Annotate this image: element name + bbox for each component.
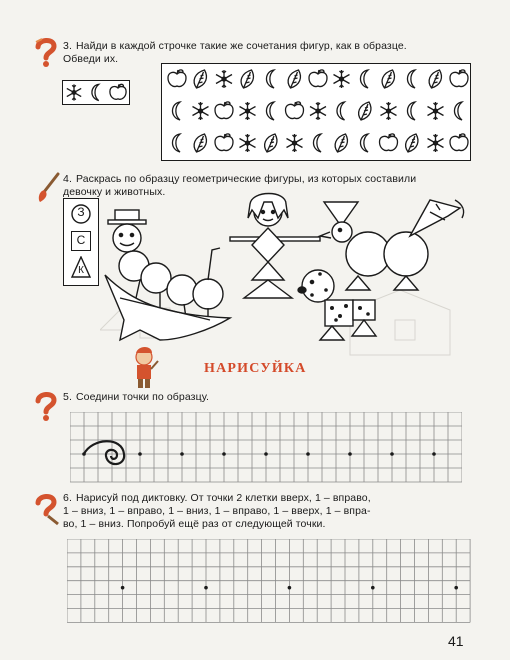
- task-4-number: 4.: [63, 173, 72, 185]
- task-5-number: 5.: [63, 391, 72, 403]
- leaf-icon: [194, 70, 206, 88]
- section-title: НАРИСУЙКА: [204, 361, 307, 376]
- apple-icon: [380, 134, 398, 151]
- figures-illustration[interactable]: [100, 190, 470, 365]
- moon-icon: [454, 102, 462, 120]
- grid-dot[interactable]: [288, 586, 292, 590]
- moon-icon: [313, 134, 321, 152]
- grid-dot[interactable]: [432, 452, 436, 456]
- leaf-icon: [406, 134, 418, 152]
- snowflake-icon: [428, 102, 444, 120]
- task-3-number: 3.: [63, 40, 72, 52]
- snowflake-icon: [287, 134, 303, 152]
- question-mark-icon: [34, 36, 58, 68]
- sample-spiral: [84, 441, 124, 464]
- leaf-icon: [241, 70, 253, 88]
- grid-dot[interactable]: [204, 586, 208, 590]
- task-6-line1: Нарисуй под диктовку. От точки 2 клетки вверх, 1 – вправо,: [75, 492, 371, 504]
- snowflake-icon: [67, 84, 81, 100]
- legend-triangle: [71, 258, 91, 278]
- paintbrush-icon: [36, 172, 62, 204]
- moon-icon: [266, 70, 274, 88]
- moon-icon: [337, 102, 345, 120]
- task-4-line2: девочку и животных.: [63, 186, 166, 198]
- legend-letter-circle: З: [77, 205, 85, 219]
- moon-icon: [407, 70, 415, 88]
- apple-icon: [286, 102, 304, 119]
- grid-dot[interactable]: [121, 586, 125, 590]
- question-mark-icon: [34, 390, 58, 422]
- sample-sequence: [62, 80, 130, 105]
- grid-dot[interactable]: [138, 452, 142, 456]
- task-5-line1: Соедини точки по образцу.: [75, 391, 210, 403]
- apple-icon: [450, 134, 468, 151]
- snowflake-icon: [216, 70, 232, 88]
- leaf-icon: [288, 70, 300, 88]
- task-6-line3: во, 1 – вниз. Попробуй ещё раз от следующей точки.: [63, 518, 326, 530]
- task-6-line2: 1 – вниз, 1 – вправо, 1 – вниз, 1 – вправо, 1 – вверх, 1 – впра-: [63, 505, 371, 517]
- moon-icon: [172, 102, 180, 120]
- leaf-icon: [194, 134, 206, 152]
- snowflake-icon: [240, 102, 256, 120]
- grid-dot[interactable]: [264, 452, 268, 456]
- moon-icon: [360, 70, 368, 88]
- grid-dot[interactable]: [306, 452, 310, 456]
- grid-dot[interactable]: [371, 586, 375, 590]
- grid-dot[interactable]: [390, 452, 394, 456]
- task-6-text: [63, 492, 503, 531]
- apple-icon: [215, 102, 233, 119]
- leaf-icon: [335, 134, 347, 152]
- leaf-icon: [359, 102, 371, 120]
- dot-connect-grid[interactable]: [70, 412, 462, 484]
- task-5-text: [63, 391, 503, 404]
- moon-icon: [266, 102, 274, 120]
- task-3-line2: Обведи их.: [63, 53, 119, 65]
- moon-icon: [360, 134, 368, 152]
- grid-dot[interactable]: [348, 452, 352, 456]
- legend-circle: [71, 204, 91, 224]
- grid-dot[interactable]: [222, 452, 226, 456]
- legend-square: [71, 231, 91, 251]
- snowflake-icon: [310, 102, 326, 120]
- apple-icon: [215, 134, 233, 151]
- leaf-icon: [265, 134, 277, 152]
- snowflake-icon: [334, 70, 350, 88]
- apple-icon: [450, 70, 468, 87]
- grid-dot[interactable]: [180, 452, 184, 456]
- leaf-icon: [382, 70, 394, 88]
- task-3-line1: Найди в каждой строчке такие же сочетания фигур, как в образце.: [75, 40, 407, 52]
- dictation-grid[interactable]: [67, 539, 472, 623]
- legend-letter-triangle: К: [78, 265, 84, 276]
- moon-icon: [172, 134, 180, 152]
- task-6-number: 6.: [63, 492, 72, 504]
- pencil-icon: [34, 492, 60, 526]
- moon-icon: [92, 84, 99, 100]
- page-number: 41: [448, 633, 464, 649]
- snowflake-icon: [428, 134, 444, 152]
- moon-icon: [407, 102, 415, 120]
- leaf-icon: [429, 70, 441, 88]
- legend-letter-square: С: [76, 233, 86, 247]
- apple-icon: [110, 84, 126, 99]
- task-4-line1: Раскрась по образцу геометрические фигуры, из которых составили: [75, 173, 417, 185]
- pattern-rows[interactable]: [161, 63, 471, 161]
- snowflake-icon: [381, 102, 397, 120]
- snowflake-icon: [240, 134, 256, 152]
- apple-icon: [168, 70, 186, 87]
- apple-icon: [309, 70, 327, 87]
- grid-dot[interactable]: [454, 586, 458, 590]
- drawing-boy-icon: [130, 345, 160, 389]
- snowflake-icon: [193, 102, 209, 120]
